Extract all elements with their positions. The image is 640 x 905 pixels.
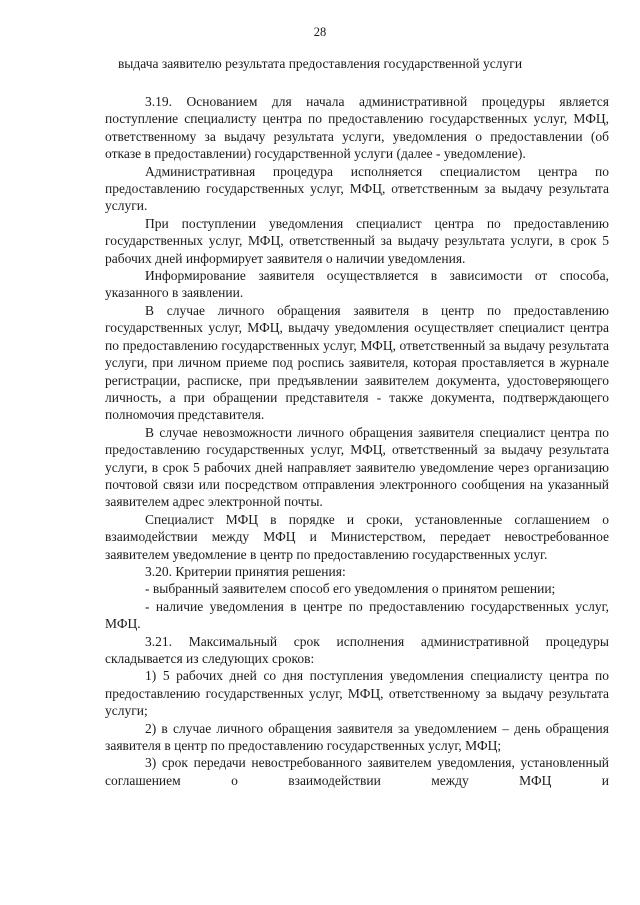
paragraph: 3.19. Основанием для начала административной процедуры является поступление специалисту центра по предоставлению государственных услуг, МФЦ, ответственному за выдачу результата услуги, уведомления о предоставлении (об отказе в предоставлении) государственной услуги (далее - уведомление). <box>105 94 609 162</box>
paragraph: - наличие уведомления в центре по предоставлению государственных услуг, МФЦ. <box>105 598 609 632</box>
section-heading: выдача заявителю результата предоставления государственной услуги <box>117 56 523 71</box>
paragraph: 2) в случае личного обращения заявителя за уведомлением – день обращения заявителя в центр по предоставлению государственных услуг, МФЦ; <box>105 720 609 754</box>
paragraph: 3.20. Критерии принятия решения: <box>145 563 346 579</box>
page-number: 28 <box>313 25 327 39</box>
paragraph: В случае невозможности личного обращения заявителя специалист центра по предоставлению государственных услуг, МФЦ, ответственный за выдачу результата услуги, в срок 5 рабочих дней направляет заявителю уведомление через организацию почтовой связи или посредством отправления электронного сообщения на указанный заявителем адрес электронной почты. <box>105 424 609 510</box>
paragraph: При поступлении уведомления специалист центра по предоставлению государственных услуг, МФЦ, ответственный за выдачу результата услуги, в срок 5 рабочих дней информирует заявителя о наличии уведомления. <box>105 215 609 266</box>
paragraph: Административная процедура исполняется специалистом центра по предоставлению государственных услуг, МФЦ, ответственным за выдачу результата услуги. <box>105 163 609 214</box>
paragraph: 3) срок передачи невостребованного заявителем уведомления, установленный соглашением о взаимодействии между МФЦ и <box>105 755 609 788</box>
paragraph: Информирование заявителя осуществляется в зависимости от способа, указанного в заявлении. <box>105 268 609 301</box>
paragraph: 1) 5 рабочих дней со дня поступления уведомления специалисту центра по предоставлению государственных услуг, МФЦ, ответственному за выдачу результата услуги; <box>105 668 609 719</box>
paragraph: В случае личного обращения заявителя в центр по предоставлению государственных услуг, МФЦ, выдачу уведомления осуществляет специалист центра по предоставлению государственных услуг, МФЦ, ответственный за выдачу результата услуги, при личном приеме под роспись заявителя, которая проставляется в журнале регистрации, расписке, при предъявлении заявителем документа, удостоверяющего личность, а при обращении представителя - также документа, подтверждающего полномочия представителя. <box>105 302 609 423</box>
paragraph: Специалист МФЦ в порядке и сроки, установленные соглашением о взаимодействии между МФЦ и Министерством, передает невостребованное заявителем уведомление в центр по предоставлению государственных услуг. <box>105 511 609 562</box>
paragraph: - выбранный заявителем способ его уведомления о принятом решении; <box>145 581 556 597</box>
document-body <box>105 93 609 789</box>
paragraph: 3.21. Максимальный срок исполнения административной процедуры складывается из следующих сроков: <box>105 633 609 666</box>
